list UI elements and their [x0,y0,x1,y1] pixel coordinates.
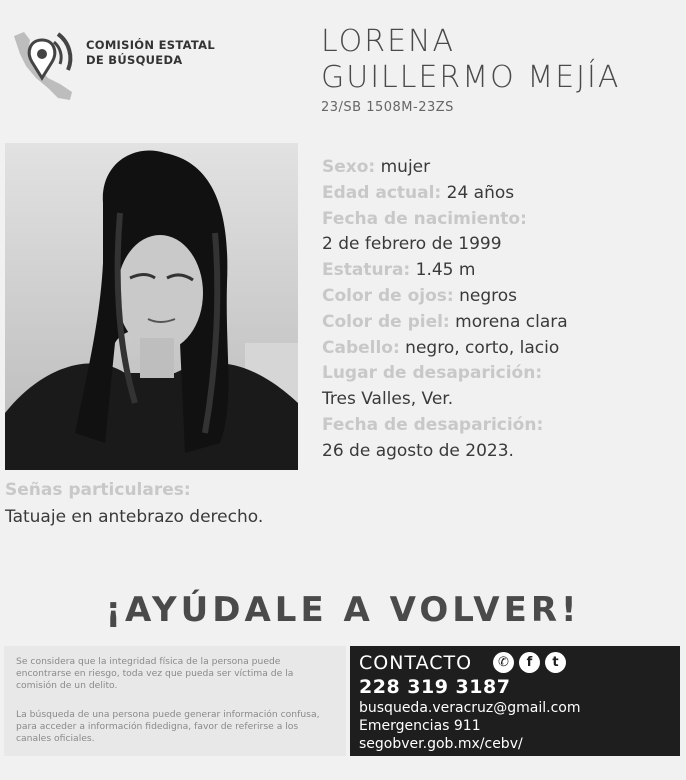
person-photo [5,143,298,470]
folio-number: 23/SB 1508M-23ZS [321,100,454,115]
detail-row [322,181,568,207]
detail-row [322,439,568,465]
detail-label: Edad actual: [322,182,442,203]
detail-row [322,284,568,310]
detail-label: Sexo: [322,157,376,177]
disclaimer-text: Se considera que la integridad física de la persona puede encontrarse en riesgo, toda vez que pueda ser víctima de la comisión de un delito. [16,656,294,691]
detail-value: negros [453,285,517,306]
detail-value: mujer [375,157,431,177]
detail-row [322,310,568,336]
detail-label: Lugar de desaparición: [322,363,543,384]
detail-label: Fecha de nacimiento: [322,208,527,229]
detail-value: 2 de febrero de 1999 [322,234,502,255]
disclaimer-box [4,646,346,756]
detail-row [322,361,568,387]
detail-label: Estatura: [322,260,411,281]
detail-row [322,258,568,284]
detail-row [322,413,568,439]
facebook-icon[interactable]: f [519,652,540,673]
disclaimer-text: La búsqueda de una persona puede generar información confusa, para acceder a información fidedigna, favor de referirse a los canales oficiales. [16,709,320,744]
contact-box [350,646,680,756]
detail-row [322,207,568,233]
headline: ¡AYÚDALE A VOLVER! [105,590,581,630]
detail-label: Color de piel: [322,311,450,332]
senas-label: Señas particulares: [5,480,191,500]
detail-value: Tres Valles, Ver. [322,389,454,410]
detail-row [322,232,568,258]
detail-label: Cabello: [322,337,400,358]
senas-value: Tatuaje en antebrazo derecho. [5,507,264,527]
detail-value: morena clara [449,311,568,332]
detail-value: 24 años [441,182,515,203]
person-details [322,155,568,465]
detail-label: Color de ojos: [322,285,454,306]
emergency-number: Emergencias 911 [359,718,481,734]
social-icons [493,652,566,673]
detail-value: 1.45 m [410,260,476,281]
person-name: LORENA GUILLERMO MEJÍA [321,24,621,95]
detail-label: Fecha de desaparición: [322,414,544,435]
detail-row [322,387,568,413]
detail-row [322,155,568,181]
whatsapp-icon[interactable]: ✆ [493,652,514,673]
contact-phone[interactable]: 228 319 3187 [359,676,511,698]
org-name: COMISIÓN ESTATAL DE BÚSQUEDA [86,38,215,67]
detail-row [322,336,568,362]
detail-value: negro, corto, lacio [399,337,560,358]
detail-value: 26 de agosto de 2023. [322,440,514,461]
contact-title: CONTACTO [359,652,473,674]
website-link[interactable]: segobver.gob.mx/cebv/ [359,736,523,752]
contact-email[interactable]: busqueda.veracruz@gmail.com [359,700,581,716]
twitter-icon[interactable]: t [545,652,566,673]
veracruz-map-logo [8,26,88,110]
